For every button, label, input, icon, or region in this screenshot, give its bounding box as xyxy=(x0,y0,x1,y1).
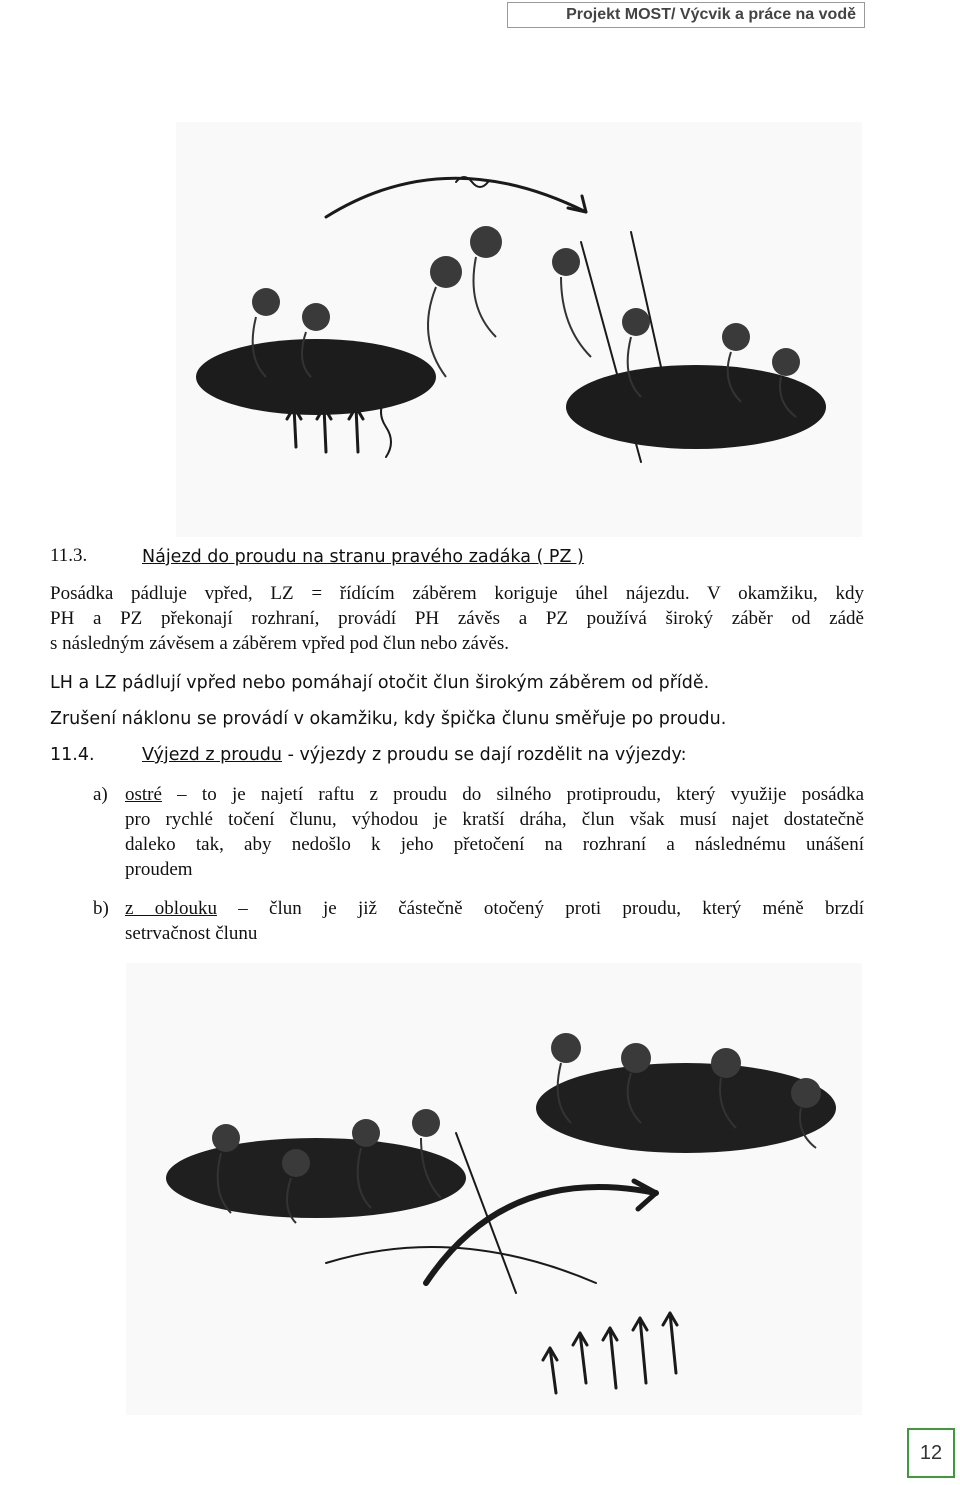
item-a-line-3: daleko tak, aby nedošlo k jeho přetočení na rozhraní a následnému unášení xyxy=(125,834,864,855)
raft-turn-drawing xyxy=(176,122,862,537)
item-a-marker: a) xyxy=(93,784,108,805)
item-b-line-2: setrvačnost člunu xyxy=(125,923,258,944)
page-number xyxy=(907,1428,955,1478)
item-a-line-4: proudem xyxy=(125,859,193,880)
para2: LH a LZ pádlují vpřed nebo pomáhají otočit člun širokým záběrem od přídě. xyxy=(50,673,710,693)
section-11-4-heading xyxy=(142,743,687,767)
document-header xyxy=(507,2,865,28)
item-a-text-1: – to je najetí raftu z proudu do silného protiproudu, který využije posádka xyxy=(161,784,864,805)
section-11-3-title: Nájezd do proudu na stranu pravého zadáka ( PZ ) xyxy=(142,547,584,567)
section-11-4-intro: - výjezdy z proudu se dají rozdělit na výjezdy: xyxy=(282,745,687,765)
section-11-4-title: Výjezd z proudu xyxy=(142,745,283,765)
header-title: Projekt MOST/ Výcvik a práce na vodě xyxy=(566,6,856,23)
item-a-line-1 xyxy=(125,783,864,807)
item-a-term: ostré xyxy=(125,784,162,805)
raft-exit-drawing xyxy=(126,963,862,1415)
item-b-text-1: – člun je již částečně otočený proti proudu, který méně brzdí xyxy=(216,898,864,919)
item-b-marker: b) xyxy=(93,898,109,919)
para1-line-3: s následným závěsem a záběrem vpřed pod člun nebo závěs. xyxy=(50,633,509,654)
item-b-line-1 xyxy=(125,897,864,921)
para3: Zrušení náklonu se provádí v okamžiku, kdy špička člunu směřuje po proudu. xyxy=(50,709,727,729)
para1-line-1: Posádka pádluje vpřed, LZ = řídícím záběrem koriguje úhel nájezdu. V okamžiku, kdy xyxy=(50,583,864,604)
raft-exit-illustration xyxy=(126,963,862,1415)
section-11-4-number: 11.4. xyxy=(50,745,95,765)
item-b-term: z oblouku xyxy=(125,898,217,919)
raft-turn-illustration xyxy=(176,122,862,537)
item-a-line-2: pro rychlé točení člunu, výhodou je kratší dráha, člun však musí najet dostatečně xyxy=(125,809,864,830)
page-number-text: 12 xyxy=(919,1442,943,1464)
para1-line-2: PH a PZ překonají rozhraní, provádí PH závěs a PZ používá široký záběr od zádě xyxy=(50,608,864,629)
section-11-3-number: 11.3. xyxy=(50,545,88,566)
